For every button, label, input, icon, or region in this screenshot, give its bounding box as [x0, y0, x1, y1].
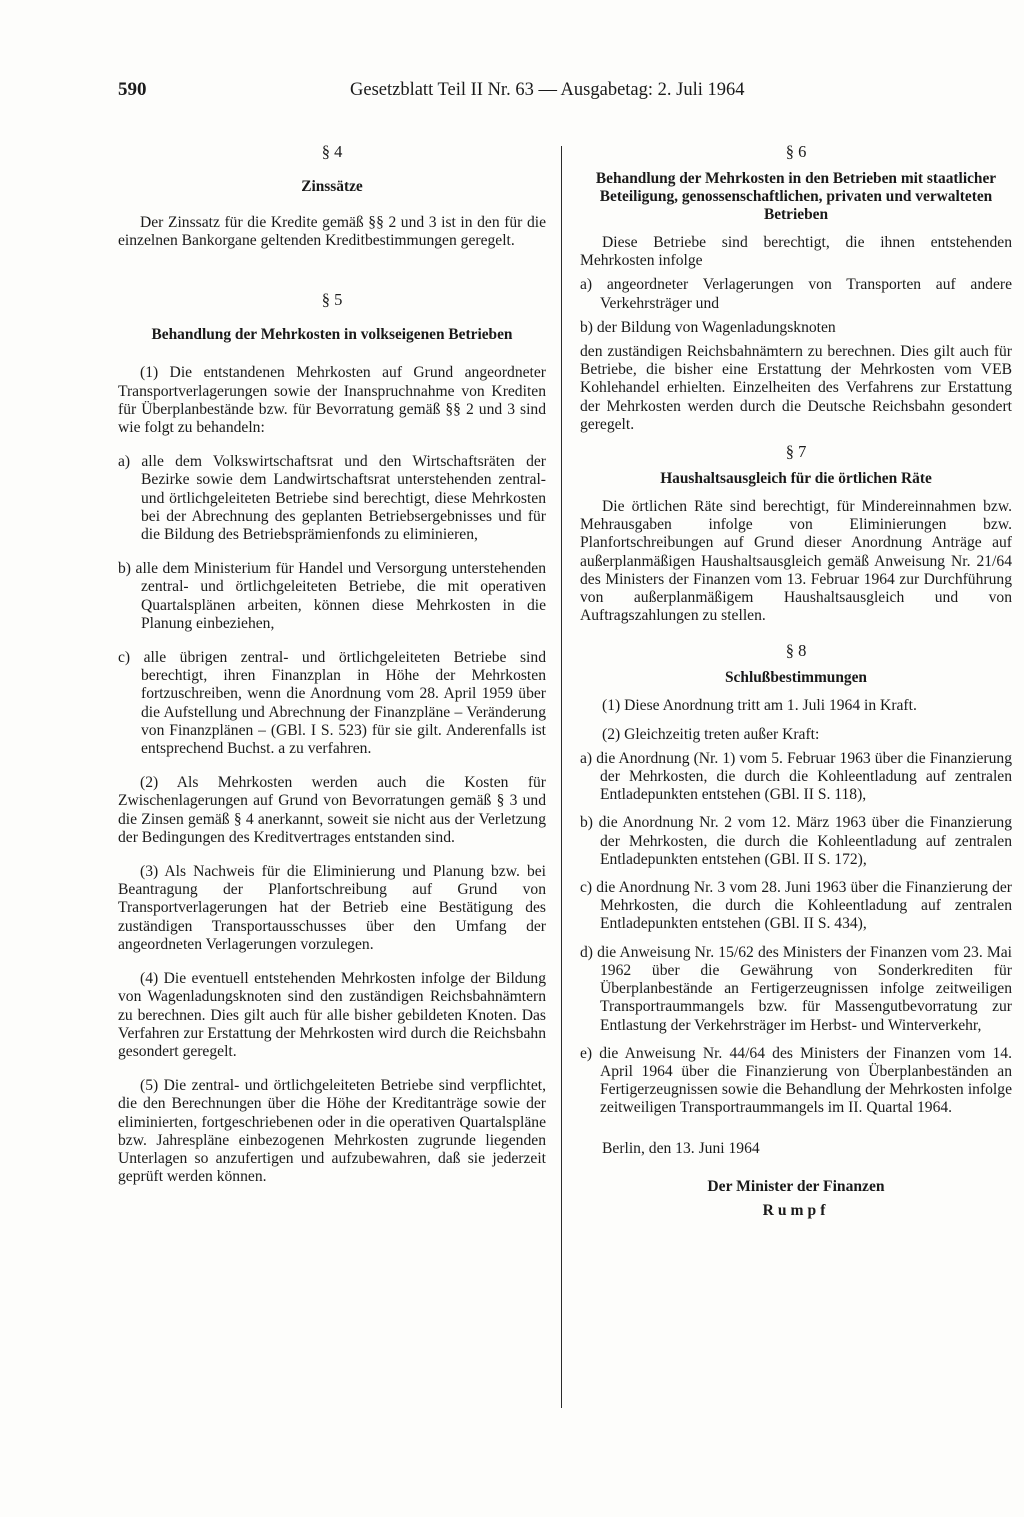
- list-item: e) die Anweisung Nr. 44/64 des Ministers der Finanzen vom 14. April 1964 über die Finanzierung von Überplanbeständen an Fertigerzeugnissen sowie die Behandlung der Mehrkosten infolge zeitweiligen Transportraummangels im II. Quartal 1964.: [580, 1044, 1012, 1117]
- list-item: a) die Anordnung (Nr. 1) vom 5. Februar 1963 über die Finanzierung der Mehrkosten, die durch die Kohleentladung auf zentralen Entladepunkten entstehen (GBl. II S. 118),: [580, 749, 1012, 804]
- section-title: Behandlung der Mehrkosten in volkseigenen Betrieben: [151, 326, 513, 344]
- section-title: Zinssätze: [301, 178, 363, 195]
- paragraph: den zuständigen Reichsbahnämtern zu berechnen. Dies gilt auch für Betriebe, die bisher eine Erstattung der Mehrkosten vom VEB Kohlehandel erhielten. Einzelheiten des Verfahrens zur Erstattung der Mehrkosten werden durch die Deutsche Reichsbahn gesondert geregelt.: [580, 343, 1012, 433]
- section-4: [118, 142, 546, 250]
- signing-date: Berlin, den 13. Juni 1964: [602, 1139, 760, 1157]
- paragraph: (1) Die entstandenen Mehrkosten auf Grund angeordneter Transportverlagerungen sowie der Inanspruchnahme von Krediten für Überplanbestände bzw. für Bevorratung gemäß §§ 2 und 3 sind wie folgt zu behandeln:: [118, 364, 546, 437]
- paragraph: (2) Als Mehrkosten werden auch die Kosten für Zwischenlagerungen auf Grund von Bevorratungen gemäß § 3 und die Zinsen gemäß § 4 anerkannt, soweit sie nicht aus der Verletzung der Bedingungen des Kreditvertrages entstanden sind.: [118, 774, 546, 846]
- list-item: b) die Anordnung Nr. 2 vom 12. März 1963 über die Finanzierung der Mehrkosten, die durch die Kohleentladung auf zentralen Entladepunkten entstehen (GBl. II S. 172),: [580, 814, 1012, 868]
- section-number: § 6: [785, 142, 807, 161]
- list-item: a) alle dem Volkswirtschaftsrat und den Wirtschaftsräten der Bezirke sowie dem Landwirtschaftsrat unterstehenden zentral- und örtlichgeleiteten Betriebe sind berechtigt, diese Mehrkosten bei der Abrechnung des geplanten Betriebsergebnisses und für die Bildung des Betriebsprämienfonds zu eliminieren,: [118, 453, 546, 544]
- section-number: § 7: [785, 442, 807, 462]
- paragraph: (2) Gleichzeitig treten außer Kraft:: [602, 725, 820, 743]
- paragraph: Die örtlichen Räte sind berechtigt, für Mindereinnahmen bzw. Mehrausgaben infolge von Eliminierungen bzw. Planfortschreibungen auf Grund dieser Anordnung Anträge auf außerplanmäßigen Haushaltsausgleich gemäß Anweisung Nr. 21/64 des Ministers der Finanzen vom 13. Februar 1964 zur Durchführung von außerplanmäßigem Haushaltsausgleich und von Auftragszahlungen zu stellen.: [580, 498, 1012, 625]
- section-title: Schlußbestimmungen: [725, 669, 867, 687]
- list-item: a) angeordneter Verlagerungen von Transporten auf andere Verkehrsträger und: [580, 276, 1012, 312]
- paragraph: (1) Diese Anordnung tritt am 1. Juli 1964 in Kraft.: [602, 697, 917, 715]
- section-title: Behandlung der Mehrkosten in den Betrieben mit staatlicher Beteiligung, genossenschaftlichen, privaten und verwalteten Betrieben: [595, 170, 997, 223]
- section-5: [118, 290, 546, 1186]
- signer-title: Der Minister der Finanzen: [707, 1177, 885, 1195]
- column-divider: [561, 146, 562, 1408]
- signer-name: Rumpf: [762, 1201, 830, 1219]
- section-number: § 8: [785, 641, 807, 661]
- section-6: [580, 142, 1012, 434]
- paragraph: (3) Als Nachweis für die Eliminierung und Planung bzw. bei Beantragung der Planfortschreibung auf Grund von Transportverlagerungen hat der Betrieb eine Bestätigung des zuständigen Transportausschusses über den Umfang der angeordneten Verlagerungen vorzulegen.: [118, 863, 546, 953]
- closing: [580, 1140, 1012, 1221]
- page-number: 590: [118, 79, 147, 100]
- list-item: b) alle dem Ministerium für Handel und Versorgung unterstehenden zentral- und örtlichgeleiteten Betriebe, die mit operativen Quartalsplänen arbeiten, können diese Mehrkosten in die Planung einbeziehen,: [118, 560, 546, 632]
- left-column: [118, 142, 546, 1186]
- section-number: § 4: [321, 142, 343, 161]
- list-item: d) die Anweisung Nr. 15/62 des Ministers der Finanzen vom 23. Mai 1962 über die Gewährung von Sonderkrediten für Überplanbestände an Fertigerzeugnissen infolge zeitweiligen Transportraummangels bzw. für Massengutbevorratung zur Entlastung der Verkehrsträger im Herbst- und Winterverkehr,: [580, 943, 1012, 1034]
- paragraph: Diese Betriebe sind berechtigt, die ihnen entstehenden Mehrkosten infolge: [580, 234, 1012, 270]
- list-item: c) die Anordnung Nr. 3 vom 28. Juni 1963 über die Finanzierung der Mehrkosten, die durch die Kohleentladung auf zentralen Entladepunkten entstehen (GBl. II S. 434),: [580, 879, 1012, 933]
- list-item: c) alle übrigen zentral- und örtlichgeleiteten Betriebe sind berechtigt, ihren Finanzplan in Höhe der Mehrkosten fortzuschreiben, wenn die Anordnung vom 28. April 1959 über die Aufstellung und Abrechnung der Finanzpläne – Veränderung von Finanzplänen – (GBl. I S. 523) für sie gilt. Anderenfalls ist entsprechend Buchst. a zu verfahren.: [118, 649, 546, 758]
- section-title: Haushaltsausgleich für die örtlichen Räte: [660, 470, 932, 488]
- paragraph: (5) Die zentral- und örtlichgeleiteten Betriebe sind verpflichtet, die den Berechnungen über die Höhe der Kreditanträge sowie der eliminierten, fortgeschriebenen oder in die operativen Quartalspläne bzw. Jahrespläne einbezogenen Mehrkosten zugrunde liegenden Unterlagen so anzufertigen und aufzubewahren, daß sie jederzeit geprüft werden können.: [118, 1077, 546, 1186]
- paragraph: (4) Die eventuell entstehenden Mehrkosten infolge der Bildung von Wagenladungsknoten sind den zuständigen Reichsbahnämtern zu berechnen. Dies gilt auch für alle bisher gebildeten Knoten. Das Verfahren zur Erstattung der Mehrkosten wird durch die Reichsbahn gesondert geregelt.: [118, 970, 546, 1060]
- publication-title: Gesetzblatt Teil II Nr. 63 — Ausgabetag: 2. Juli 1964: [350, 80, 745, 100]
- section-number: § 5: [321, 290, 343, 310]
- list-item: b) der Bildung von Wagenladungsknoten: [580, 318, 836, 336]
- section-7: [580, 442, 1012, 625]
- paragraph: Der Zinssatz für die Kredite gemäß §§ 2 und 3 ist in den für die einzelnen Bankorgane geltenden Kreditbestimmungen geregelt.: [118, 214, 546, 250]
- section-8: [580, 641, 1012, 1117]
- right-column: [580, 142, 1012, 1220]
